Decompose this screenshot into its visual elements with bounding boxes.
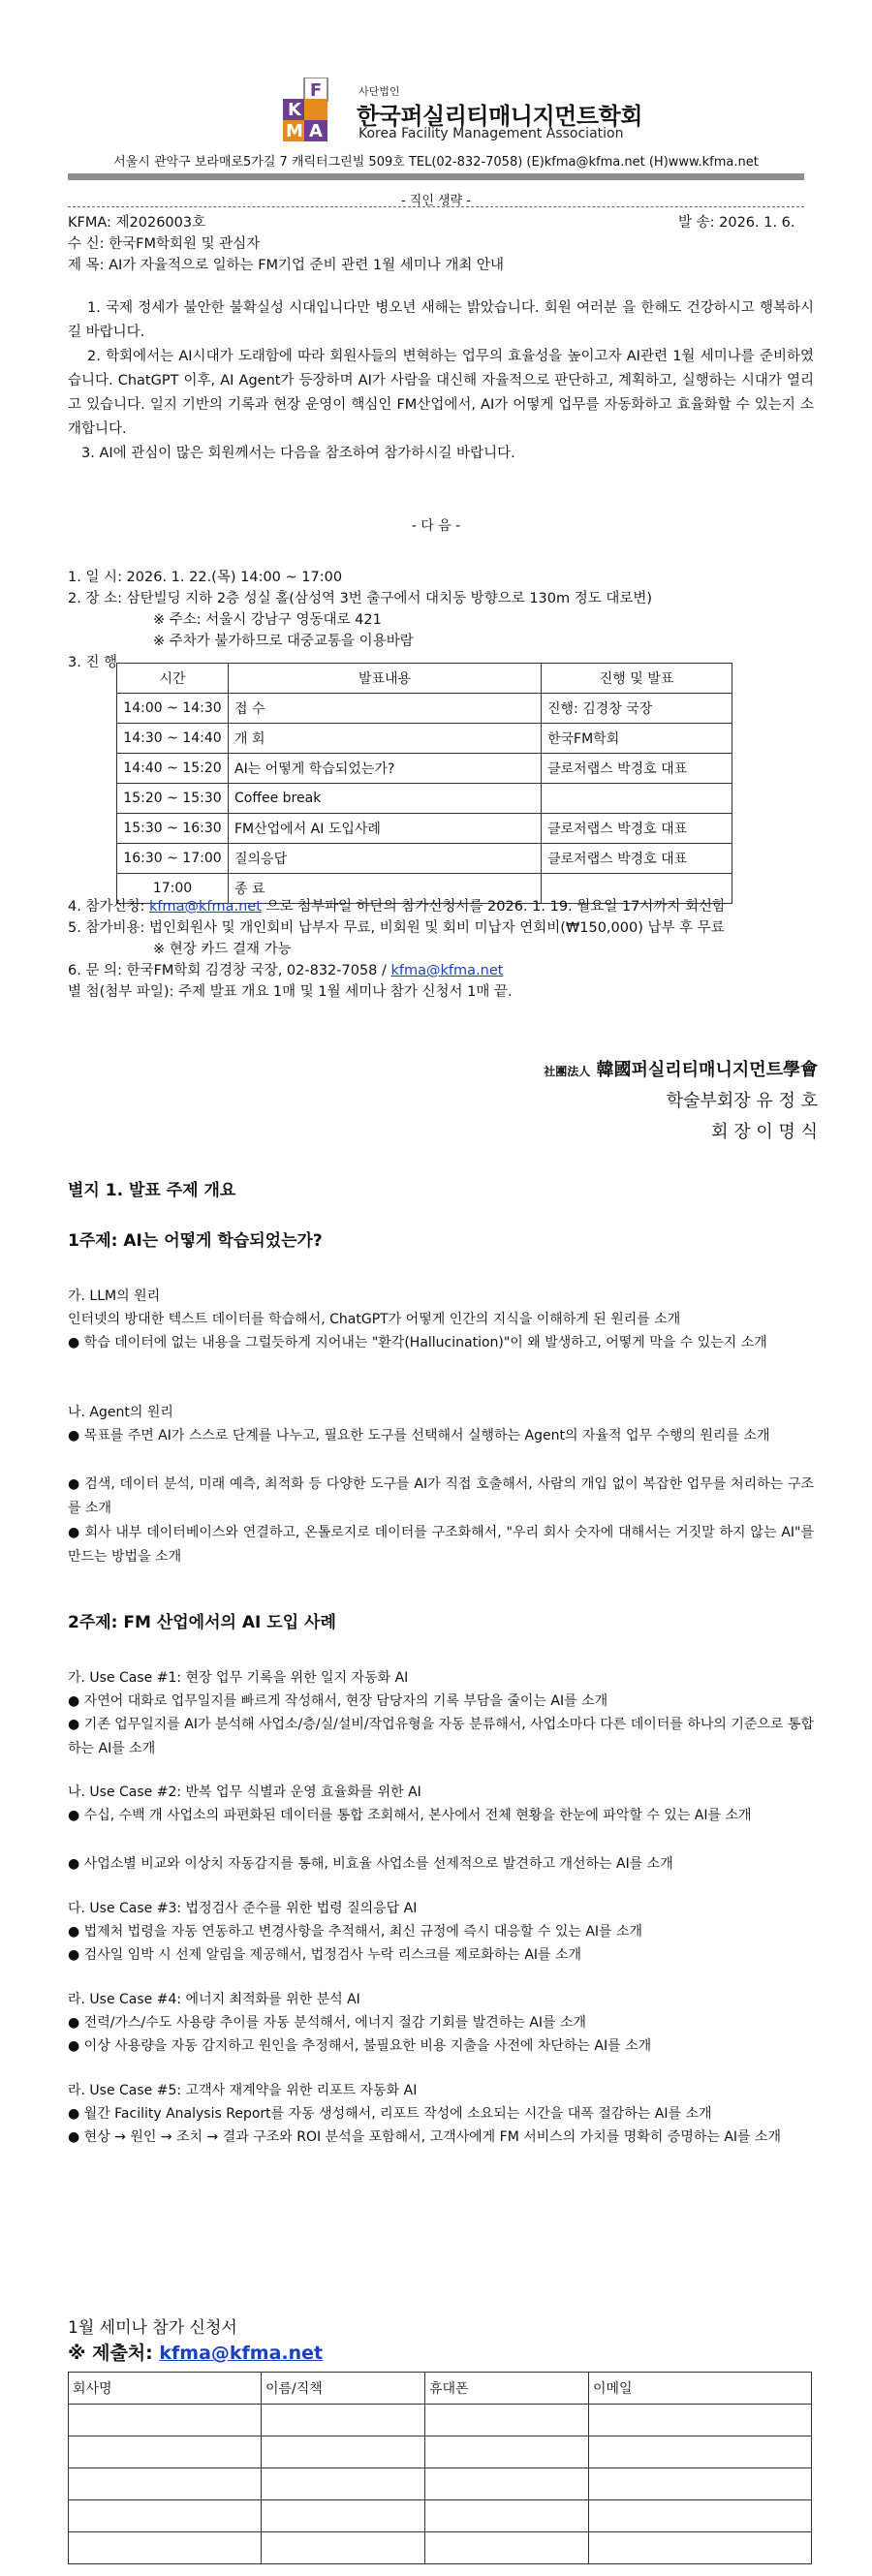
form-submit-email-link[interactable]: kfma@kfma.net <box>159 2343 324 2364</box>
progress-label: 3. 진 행 <box>68 655 118 670</box>
place-address-note: ※ 주소: 서울시 강남구 영동대로 421 <box>153 612 382 628</box>
schedule-table <box>116 663 732 904</box>
schedule-row <box>117 694 732 724</box>
form-cell[interactable] <box>69 2468 262 2500</box>
schedule-time: 14:30 ~ 14:40 <box>117 724 229 754</box>
seal-omitted-note: - 직인 생략 - <box>400 194 471 208</box>
fee-card-note: ※ 현장 카드 결재 가능 <box>153 942 292 957</box>
form-header-row <box>69 2373 812 2405</box>
schedule-content: 접 수 <box>229 694 542 724</box>
org-name-english: Korea Facility Management Association <box>358 126 624 141</box>
form-header-email: 이메일 <box>589 2373 812 2405</box>
signature-president: 회 장 이 명 식 <box>711 1122 818 1142</box>
form-cell[interactable] <box>262 2436 425 2468</box>
participation-fee: 5. 참가비용: 법인회원사 및 개인회비 납부자 무료, 비회원 및 회비 미납자 연회비(₩150,000) 납부 후 무료 <box>68 920 725 936</box>
form-cell[interactable] <box>589 2436 812 2468</box>
usecase-2-line-1: ● 수십, 수백 개 사업소의 파편화된 데이터를 통합 조회해서, 본사에서 전체 현황을 한눈에 파악할 수 있는 AI를 소개 <box>68 1808 752 1823</box>
form-header-company: 회사명 <box>69 2373 262 2405</box>
subject: 제 목: AI가 자율적으로 일하는 FM기업 준비 관련 1월 세미나 개최 안내 <box>68 258 505 273</box>
form-cell[interactable] <box>262 2500 425 2532</box>
schedule-host: 한국FM학회 <box>542 724 732 754</box>
contact-line <box>68 959 503 979</box>
schedule-row <box>117 784 732 814</box>
form-cell[interactable] <box>425 2436 589 2468</box>
topic-1b-line-3: ● 회사 내부 데이터베이스와 연결하고, 온톨로지로 데이터를 구조화해서, "우리 회사 숫자에 대해서는 거짓말 하지 않는 AI"를 만드는 방법을 소개 <box>68 1525 814 1565</box>
usecase-5-title: 라. Use Case #5: 고객사 재계약을 위한 리포트 자동화 AI <box>68 2083 418 2098</box>
usecase-1-line-1: ● 자연어 대화로 업무일지를 빠르게 작성해서, 현장 담당자의 기록 부담을 줄이는 AI를 소개 <box>68 1693 608 1709</box>
form-cell[interactable] <box>589 2500 812 2532</box>
logo-letter-f: F <box>309 80 323 101</box>
schedule-host: 진행: 김경창 국장 <box>542 694 732 724</box>
kfma-logo <box>283 78 351 141</box>
application-line <box>68 895 726 916</box>
schedule-time: 17:00 <box>117 874 229 904</box>
schedule-content: 개 회 <box>229 724 542 754</box>
signature-vice-president: 학술부회장 유 정 호 <box>666 1091 818 1111</box>
schedule-content: AI는 어떻게 학습되었는가? <box>229 754 542 784</box>
usecase-3-line-2: ● 검사일 임박 시 선제 알림을 제공해서, 법정검사 누락 리스크를 제로화하는 AI를 소개 <box>68 1947 582 1963</box>
schedule-content: 종 료 <box>229 874 542 904</box>
schedule-content: Coffee break <box>229 784 542 814</box>
header-rule <box>68 173 804 180</box>
usecase-3-line-1: ● 법제처 법령을 자동 연동하고 변경사항을 추적해서, 최신 규정에 즉시 대응할 수 있는 AI를 소개 <box>68 1924 643 1940</box>
schedule-content: FM산업에서 AI 도입사례 <box>229 814 542 844</box>
form-title: 1월 세미나 참가 신청서 <box>68 2318 237 2338</box>
application-suffix: 으로 첨부파일 하단의 참가신청서를 2026. 1. 19. 월요일 17시까지 회신함 <box>261 899 727 915</box>
usecase-2-line-2: ● 사업소별 비교와 이상치 자동감지를 통해, 비효율 사업소를 선제적으로 발견하고 개선하는 AI를 소개 <box>68 1856 673 1872</box>
dashed-divider <box>68 206 804 207</box>
form-cell[interactable] <box>589 2532 812 2564</box>
signature-org-name: 韓國퍼실리티매니지먼트學會 <box>596 1060 818 1080</box>
topic-1b-line-2: ● 검색, 데이터 분석, 미래 예측, 최적화 등 다양한 도구를 AI가 직접 호출해서, 사람의 개입 없이 복잡한 업무를 처리하는 구조를 소개 <box>68 1476 814 1516</box>
schedule-header-host: 진행 및 발표 <box>542 664 732 694</box>
org-name-korean: 한국퍼실리티매니지먼트학회 <box>357 103 642 130</box>
schedule-header-time: 시간 <box>117 664 229 694</box>
schedule-row <box>117 814 732 844</box>
form-cell[interactable] <box>425 2405 589 2436</box>
form-submit-line <box>68 2339 323 2365</box>
schedule-time: 14:40 ~ 15:20 <box>117 754 229 784</box>
form-header-name-title: 이름/직책 <box>262 2373 425 2405</box>
topic-1b-line-1: ● 목표를 주면 AI가 스스로 단계를 나누고, 필요한 도구를 선택해서 실행하는 Agent의 자율적 업무 수행의 원리를 소개 <box>68 1428 770 1443</box>
event-place: 2. 장 소: 삼탄빌딩 지하 2층 성실 홀(삼성역 3번 출구에서 대치동 방향으로 130m 정도 대로변) <box>68 591 653 606</box>
attachment-line: 별 첨(첨부 파일): 주제 발표 개요 1매 및 1월 세미나 참가 신청서 1매 끝. <box>68 984 513 1000</box>
schedule-header-content: 발표내용 <box>229 664 542 694</box>
topic-1-title: 1주제: AI는 어떻게 학습되었는가? <box>68 1231 323 1251</box>
schedule-host: 클로저랩스 박경호 대표 <box>542 814 732 844</box>
form-cell[interactable] <box>69 2405 262 2436</box>
contact-email-link[interactable]: kfma@kfma.net <box>390 963 504 978</box>
form-entry-row <box>69 2500 812 2532</box>
paragraph-2: 2. 학회에서는 AI시대가 도래함에 따라 회원사들의 변혁하는 업무의 효율성을 높이고자 AI관련 1월 세미나를 준비하였습니다. ChatGPT 이후, AI Agent가 등장하며 AI가 사람을 대신해 자율적으로 판단하고, 계획하고, 실행하는 시대가 열리고 있습니다. 일지 기반의 기록과 현장 운영이 핵심인 FM산업에서, AI가 어떻게 업무를 자동화하고 효율화할 수 있는지 소개합니다. <box>68 349 814 437</box>
event-date: 1. 일 시: 2026. 1. 22.(목) 14:00 ~ 17:00 <box>68 570 343 585</box>
org-type-label: 사단법인 <box>358 85 400 98</box>
place-parking-note: ※ 주차가 불가하므로 대중교통을 이용바람 <box>153 634 414 649</box>
topic-1a-line-2: ● 학습 데이터에 없는 내용을 그럴듯하게 지어내는 "환각(Hallucination)"이 왜 발생하고, 어떻게 막을 수 있는지 소개 <box>68 1335 767 1350</box>
usecase-5-line-2: ● 현상 → 원인 → 조치 → 결과 구조와 ROI 분석을 포함해서, 고객사에게 FM 서비스의 가치를 명확히 증명하는 AI를 소개 <box>68 2129 782 2145</box>
schedule-time: 15:20 ~ 15:30 <box>117 784 229 814</box>
form-cell[interactable] <box>589 2405 812 2436</box>
topic-2-title: 2주제: FM 산업에서의 AI 도입 사례 <box>68 1613 336 1632</box>
form-cell[interactable] <box>589 2468 812 2500</box>
form-cell[interactable] <box>425 2532 589 2564</box>
form-header-phone: 휴대폰 <box>425 2373 589 2405</box>
schedule-host: 클로저랩스 박경호 대표 <box>542 844 732 874</box>
usecase-4-title: 라. Use Case #4: 에너지 최적화를 위한 분석 AI <box>68 1992 360 2007</box>
form-cell[interactable] <box>262 2468 425 2500</box>
schedule-content: 질의응답 <box>229 844 542 874</box>
schedule-time: 14:00 ~ 14:30 <box>117 694 229 724</box>
form-cell[interactable] <box>69 2532 262 2564</box>
usecase-1-line-2: ● 기존 업무일지를 AI가 분석해 사업소/층/실/설비/작업유형을 자동 분류해서, 사업소마다 다른 데이터를 하나의 기준으로 통합하는 AI를 소개 <box>68 1717 814 1756</box>
usecase-1-title: 가. Use Case #1: 현장 업무 기록을 위한 일지 자동화 AI <box>68 1670 409 1686</box>
form-entry-row <box>69 2468 812 2500</box>
logo-letter-m: M <box>286 121 303 141</box>
send-date: 발 송: 2026. 1. 6. <box>678 215 795 231</box>
form-submit-prefix: ※ 제출처: <box>68 2343 160 2364</box>
form-cell[interactable] <box>425 2500 589 2532</box>
logo-letter-k: K <box>288 100 301 120</box>
application-email-link[interactable]: kfma@kfma.net <box>148 899 262 915</box>
application-prefix: 4. 참가신청: <box>68 899 149 915</box>
form-cell[interactable] <box>69 2436 262 2468</box>
schedule-row <box>117 724 732 754</box>
usecase-4-line-2: ● 이상 사용량을 자동 감지하고 원인을 추정해서, 불필요한 비용 지출을 사전에 차단하는 AI를 소개 <box>68 2038 652 2054</box>
form-entry-row <box>69 2436 812 2468</box>
org-address-line: 서울시 관악구 보라매로5가길 7 캐릭터그린빌 509호 TEL(02-832-7058) (E)kfma@kfma.net (H)www.kfma.net <box>113 155 759 170</box>
contact-prefix: 6. 문 의: 한국FM학회 김경창 국장, 02-832-7058 / <box>68 963 391 978</box>
topic-1b-title: 나. Agent의 원리 <box>68 1405 173 1420</box>
schedule-row <box>117 754 732 784</box>
usecase-3-title: 다. Use Case #3: 법정검사 준수를 위한 법령 질의응답 AI <box>68 1901 418 1916</box>
recipient: 수 신: 한국FM학회원 및 관심자 <box>68 236 261 252</box>
topic-1a-line-1: 인터넷의 방대한 텍스트 데이터를 학습해서, ChatGPT가 어떻게 인간의 지식을 이해하게 된 원리를 소개 <box>68 1312 681 1327</box>
paragraph-1: 1. 국제 정세가 불안한 불확실성 시대입니다만 병오년 새해는 밝았습니다. 회원 여러분 을 한해도 건강하시고 행복하시길 바랍니다. <box>68 300 814 340</box>
schedule-header-row <box>117 664 732 694</box>
usecase-5-line-1: ● 월간 Facility Analysis Report를 자동 생성해서, 리포트 작성에 소요되는 시간을 대폭 절감하는 AI를 소개 <box>68 2106 712 2122</box>
usecase-4-line-1: ● 전력/가스/수도 사용량 추이를 자동 분석해서, 에너지 절감 기회를 발견하는 AI를 소개 <box>68 2015 587 2031</box>
usecase-2-title: 나. Use Case #2: 반복 업무 식별과 운영 효율화를 위한 AI <box>68 1785 421 1800</box>
signature-org <box>544 1056 818 1081</box>
form-cell[interactable] <box>262 2405 425 2436</box>
schedule-host: 클로저랩스 박경호 대표 <box>542 754 732 784</box>
form-cell[interactable] <box>262 2532 425 2564</box>
schedule-time: 15:30 ~ 16:30 <box>117 814 229 844</box>
schedule-time: 16:30 ~ 17:00 <box>117 844 229 874</box>
form-entry-row <box>69 2405 812 2436</box>
signature-org-prefix: 社團法人 <box>544 1065 591 1078</box>
paragraph-3: 3. AI에 관심이 많은 회원께서는 다음을 참조하여 참가하시길 바랍니다. <box>81 446 515 461</box>
form-cell[interactable] <box>69 2500 262 2532</box>
schedule-row <box>117 844 732 874</box>
document-number: KFMA: 제2026003호 <box>68 215 206 231</box>
schedule-host <box>542 784 732 814</box>
topic-1a-title: 가. LLM의 원리 <box>68 1288 161 1304</box>
next-heading: - 다 음 - <box>411 518 461 534</box>
logo-letter-a: A <box>309 121 323 141</box>
form-entry-row <box>69 2532 812 2564</box>
application-form-table <box>68 2372 812 2564</box>
form-cell[interactable] <box>425 2468 589 2500</box>
annex-title: 별지 1. 발표 주제 개요 <box>68 1181 236 1200</box>
